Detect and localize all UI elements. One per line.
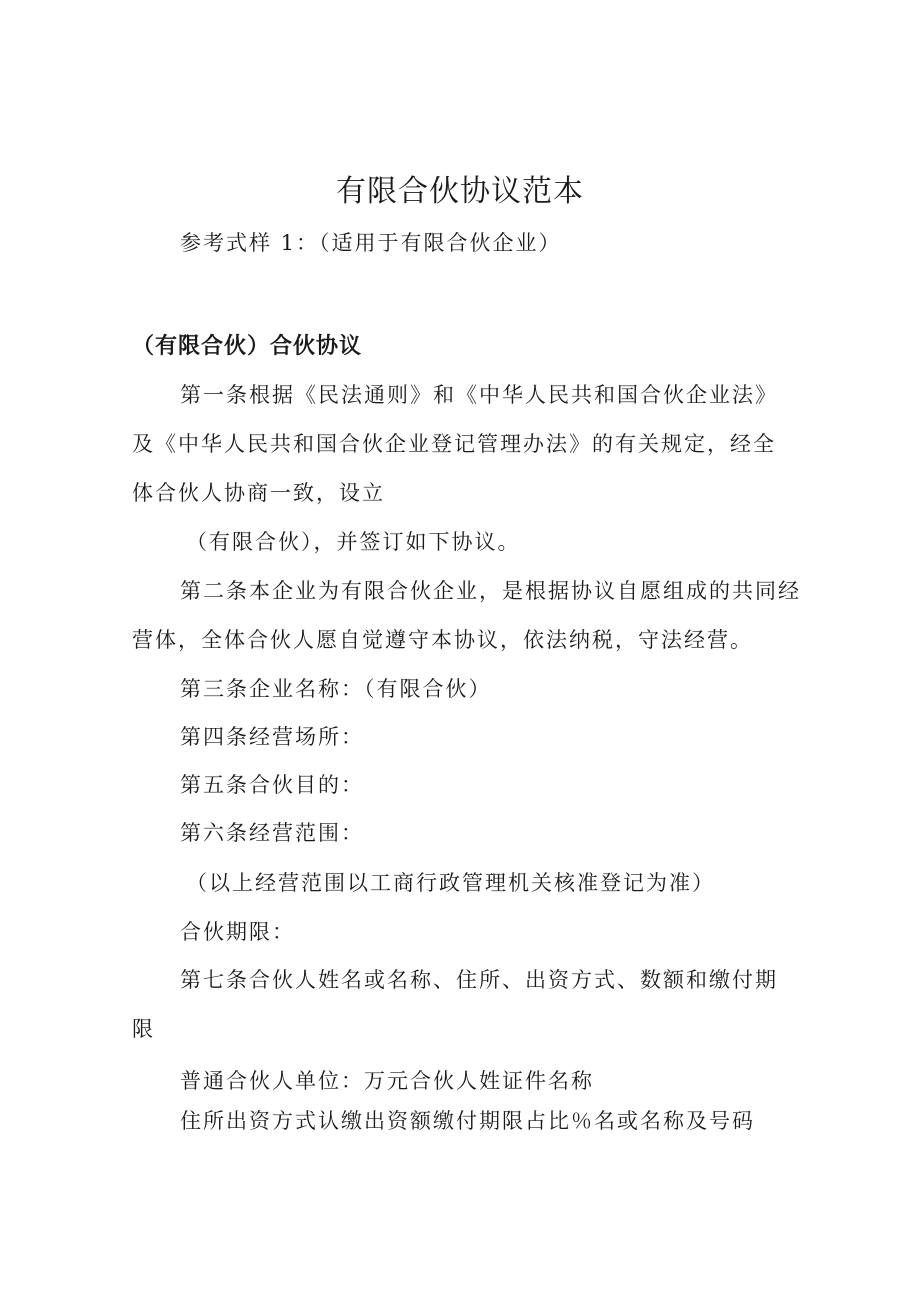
- article-3: 第三条企业名称：（有限合伙）: [180, 677, 492, 701]
- article-5: 第五条合伙目的：: [180, 773, 364, 797]
- article-7-line-2: 限: [132, 1017, 155, 1041]
- partnership-term: 合伙期限：: [180, 920, 295, 944]
- article-2-line-1: 第二条本企业为有限合伙企业，是根据协议自愿组成的共同经: [180, 579, 801, 603]
- article-1-line-2: 及《中华人民共和国合伙企业登记管理办法》的有关规定，经全: [132, 432, 776, 456]
- article-1-line-3: 体合伙人协商一致，设立: [132, 481, 385, 505]
- table-header-line-2: 住所出资方式认缴出资额缴付期限占比％名或名称及号码: [180, 1109, 755, 1133]
- article-6-note: （以上经营范围以工商行政管理机关核准登记为准）: [186, 871, 715, 895]
- article-1-line-1: 第一条根据《民法通则》和《中华人民共和国合伙企业法》: [180, 383, 778, 407]
- article-4: 第四条经营场所：: [180, 725, 364, 749]
- article-2-line-2: 营体，全体合伙人愿自觉遵守本协议，依法纳税，守法经营。: [132, 628, 753, 652]
- article-1-line-4: （有限合伙），并签订如下协议。: [186, 530, 521, 554]
- document-title: 有限合伙协议范本: [336, 174, 584, 209]
- article-7-line-1: 第七条合伙人姓名或名称、住所、出资方式、数额和缴付期: [180, 968, 778, 992]
- table-header-line-1: 普通合伙人单位：万元合伙人姓证件名称: [180, 1069, 594, 1093]
- article-6: 第六条经营范围：: [180, 821, 364, 845]
- section-heading: （有限合伙）合伙协议: [132, 334, 363, 359]
- reference-note: 参考式样 1：（适用于有限合伙企业）: [180, 231, 562, 255]
